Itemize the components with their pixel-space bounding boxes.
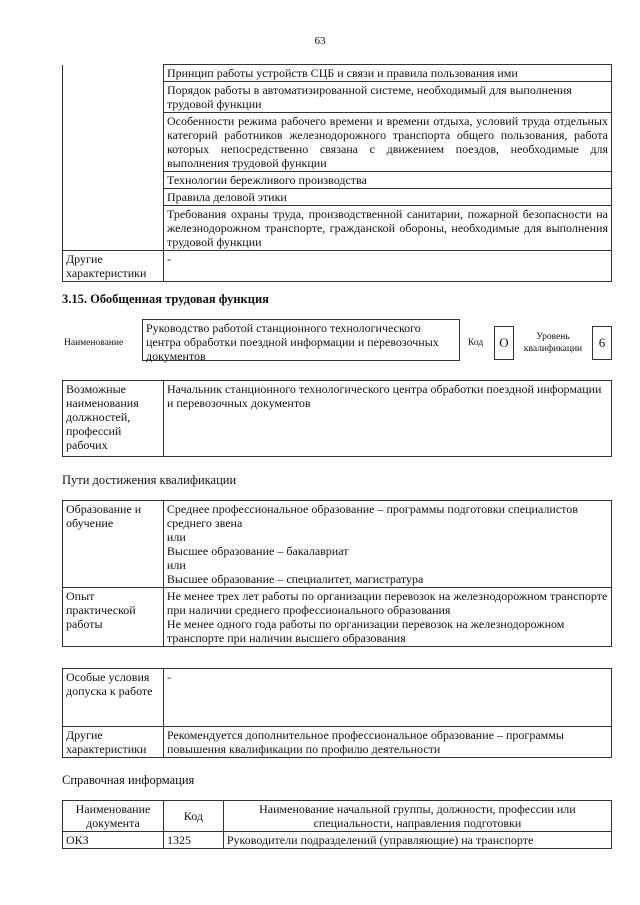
other-characteristics-value: -: [163, 251, 611, 282]
experience-line: Не менее трех лет работы по организации перевозок на железнодорожном транспорте при наличии среднего профессионального образования: [166, 589, 608, 617]
reference-table: [62, 800, 612, 849]
reference-header-name: Наименование начальной группы, должности, профессии или специальности, направления подготовки: [223, 801, 611, 832]
code-value: О: [494, 326, 514, 360]
paths-table: [62, 500, 612, 647]
positions-label: Возможные наименования должностей, профессий рабочих: [63, 381, 164, 457]
knowledge-item: Особенности режима рабочего времени и времени отдыха, условий труда отдельных категорий работников железнодорожного транспорта общего пользования, работа которых непосредственно связана с движением поездов, необходимые для выполнения трудовой функции: [163, 113, 611, 172]
conditions-table: [62, 668, 612, 758]
special-conditions-value: -: [163, 669, 611, 727]
level-label: Уровень квалификации: [523, 332, 583, 354]
knowledge-item: Технологии бережливого производства: [163, 172, 611, 189]
knowledge-item: Принцип работы устройств СЦБ и связи и правила пользования ими: [163, 65, 611, 82]
conditions-other-label: Другие характеристики: [63, 727, 164, 758]
special-conditions-label: Особые условия допуска к работе: [63, 669, 164, 727]
experience-value: [163, 588, 611, 647]
other-characteristics-label: Другие характеристики: [63, 251, 164, 282]
education-value: [163, 501, 611, 588]
level-value: 6: [592, 326, 612, 360]
reference-header-code: Код: [163, 801, 223, 832]
education-line: или: [166, 558, 186, 572]
reference-cell-name: Руководители подразделений (управляющие) на транспорте: [223, 832, 611, 849]
section-heading: 3.15. Обобщенная трудовая функция: [62, 292, 269, 306]
experience-line: Не менее одного года работы по организации перевозок на железнодорожном транспорте при наличии высшего образования: [166, 617, 565, 645]
positions-table: [62, 380, 612, 457]
knowledge-item: Порядок работы в автоматизированной системе, необходимый для выполнения трудовой функции: [163, 82, 611, 113]
conditions-other-value: Рекомендуется дополнительное профессиональное образование – программы повышения квалификации по профилю деятельности: [163, 727, 611, 758]
function-name: Руководство работой станционного технологического центра обработки поездной информации и перевозочных документов: [142, 319, 460, 361]
education-label: Образование и обучение: [63, 501, 164, 588]
knowledge-table: [62, 64, 612, 282]
positions-value: Начальник станционного технологического центра обработки поездной информации и перевозочных документов: [163, 381, 611, 457]
knowledge-label-cell: [63, 65, 164, 251]
experience-label: Опыт практической работы: [63, 588, 164, 647]
education-line: Высшее образование – специалитет, магистратура: [166, 572, 424, 586]
reference-cell-document: ОКЗ: [63, 832, 164, 849]
reference-header-document: Наименование документа: [63, 801, 164, 832]
education-line: Высшее образование – бакалавриат: [166, 544, 349, 558]
reference-heading: Справочная информация: [62, 773, 195, 787]
page-number: 63: [314, 35, 326, 47]
knowledge-item: Требования охраны труда, производственной санитарии, пожарной безопасности на железнодорожном транспорте, гражданской обороны, необходимые для выполнения трудовой функции: [163, 206, 611, 251]
reference-cell-code: 1325: [163, 832, 223, 849]
code-label: Код: [468, 338, 484, 348]
name-label: Наименование: [64, 338, 124, 348]
paths-heading: Пути достижения квалификации: [62, 473, 237, 487]
knowledge-item: Правила деловой этики: [163, 189, 611, 206]
education-line: или: [166, 530, 186, 544]
education-line: Среднее профессиональное образование – программы подготовки специалистов среднего звена: [166, 502, 578, 530]
table-row: [63, 832, 612, 849]
